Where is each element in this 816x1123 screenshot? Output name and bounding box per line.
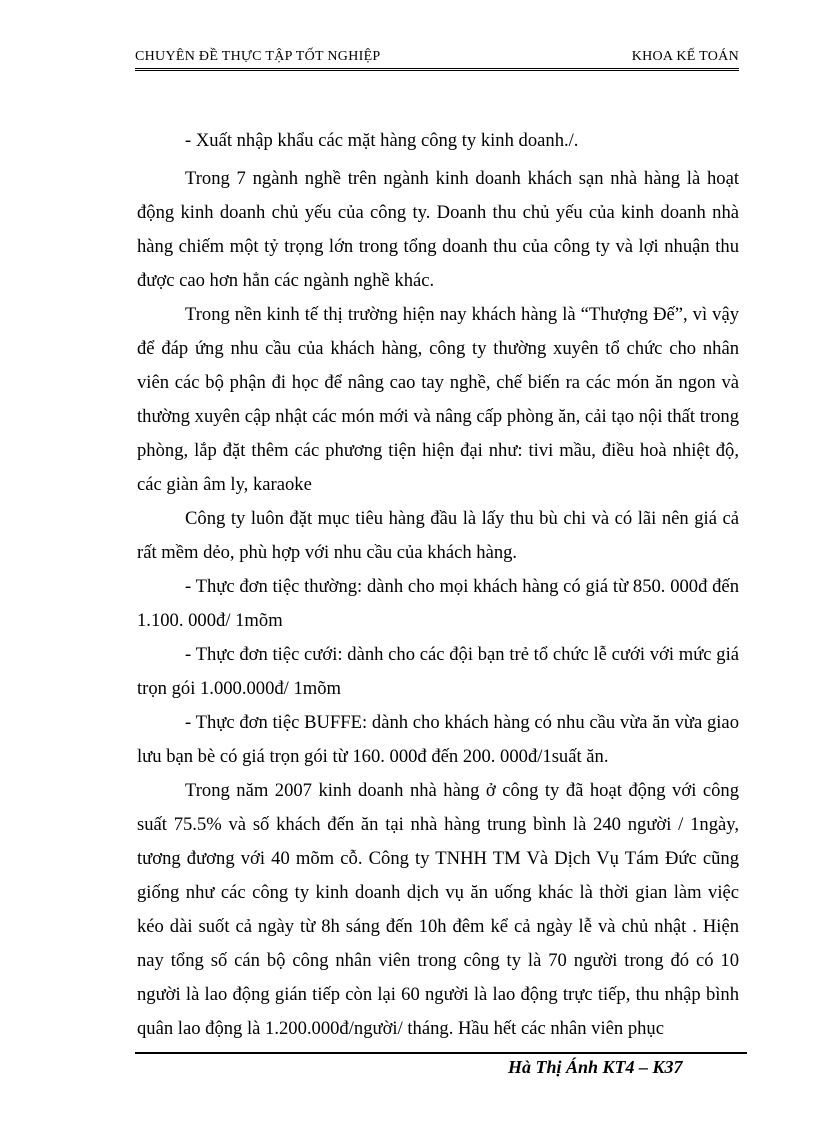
header-title: CHUYÊN ĐỀ THỰC TẬP TỐT NGHIỆP [135,49,381,64]
header-divider [135,68,739,71]
paragraph-customer-service: Trong nền kinh tế thị trường hiện nay khách hàng là “Thượng Đế”, vì vậy để đáp ứng nhu cầu của khách hàng, công ty thường xuyên tổ chức cho nhân viên các bộ phận đi học để nâng cao tay nghề, chế biến ra các món ăn ngon và thường xuyên cập nhật các món mới và nâng cấp phòng ăn, cải tạo nội thất trong phòng, lắp đặt thêm các phương tiện hiện đại như: tivi mầu, điều hoà nhiệt độ, các giàn âm ly, karaoke [137,304,739,495]
paragraph-operations-2007: Trong năm 2007 kinh doanh nhà hàng ở công ty đã hoạt động với công suất 75.5% và số khách đến ăn tại nhà hàng trung bình là 240 người / 1ngày, tương đương với 40 mõm cỗ. Công ty TNHH TM Và Dịch Vụ Tám Đức cũng giống như các công ty kinh doanh dịch vụ ăn uống khác là thời gian làm việc kéo dài suốt cả ngày từ 8h sáng đến 10h đêm kể cả ngày lễ và chủ nhật . Hiện nay tổng số cán bộ công nhân viên trong công ty là 70 người trong đó có 10 người là lao động gián tiếp còn lại 60 người là lao động trực tiếp, thu nhập bình quân lao động là 1.200.000đ/người/ tháng. Hầu hết các nhân viên phục [137,780,739,1039]
paragraph-regular-menu: - Thực đơn tiệc thường: dành cho mọi khách hàng có giá từ 850. 000đ đến 1.100. 000đ/ 1mõm [137,576,739,631]
paragraph-export-import: - Xuất nhập khẩu các mặt hàng công ty kinh doanh./. [185,130,579,151]
paragraph-buffet-menu: - Thực đơn tiệc BUFFE: dành cho khách hàng có nhu cầu vừa ăn vừa giao lưu bạn bè có giá trọn gói từ 160. 000đ đến 200. 000đ/1suất ăn. [137,712,739,767]
document-body [137,124,739,1046]
paragraph-pricing-goal: Công ty luôn đặt mục tiêu hàng đầu là lấy thu bù chi và có lãi nên giá cả rất mềm dẻo, phù hợp với nhu cầu của khách hàng. [137,508,739,563]
page-header [135,49,739,69]
paragraph-main-business: Trong 7 ngành nghề trên ngành kinh doanh khách sạn nhà hàng là hoạt động kinh doanh chủ yếu của công ty. Doanh thu chủ yếu của kinh doanh nhà hàng chiếm một tỷ trọng lớn trong tổng doanh thu của công ty và lợi nhuận thu được cao hơn hẳn các ngành nghề khác. [137,168,739,291]
header-department: KHOA KẾ TOÁN [631,49,739,64]
paragraph-wedding-menu: - Thực đơn tiệc cưới: dành cho các đội bạn trẻ tổ chức lễ cưới với mức giá trọn gói 1.000.000đ/ 1mõm [137,644,739,699]
footer-author: Hà Thị Ánh KT4 – K37 [508,1057,683,1077]
